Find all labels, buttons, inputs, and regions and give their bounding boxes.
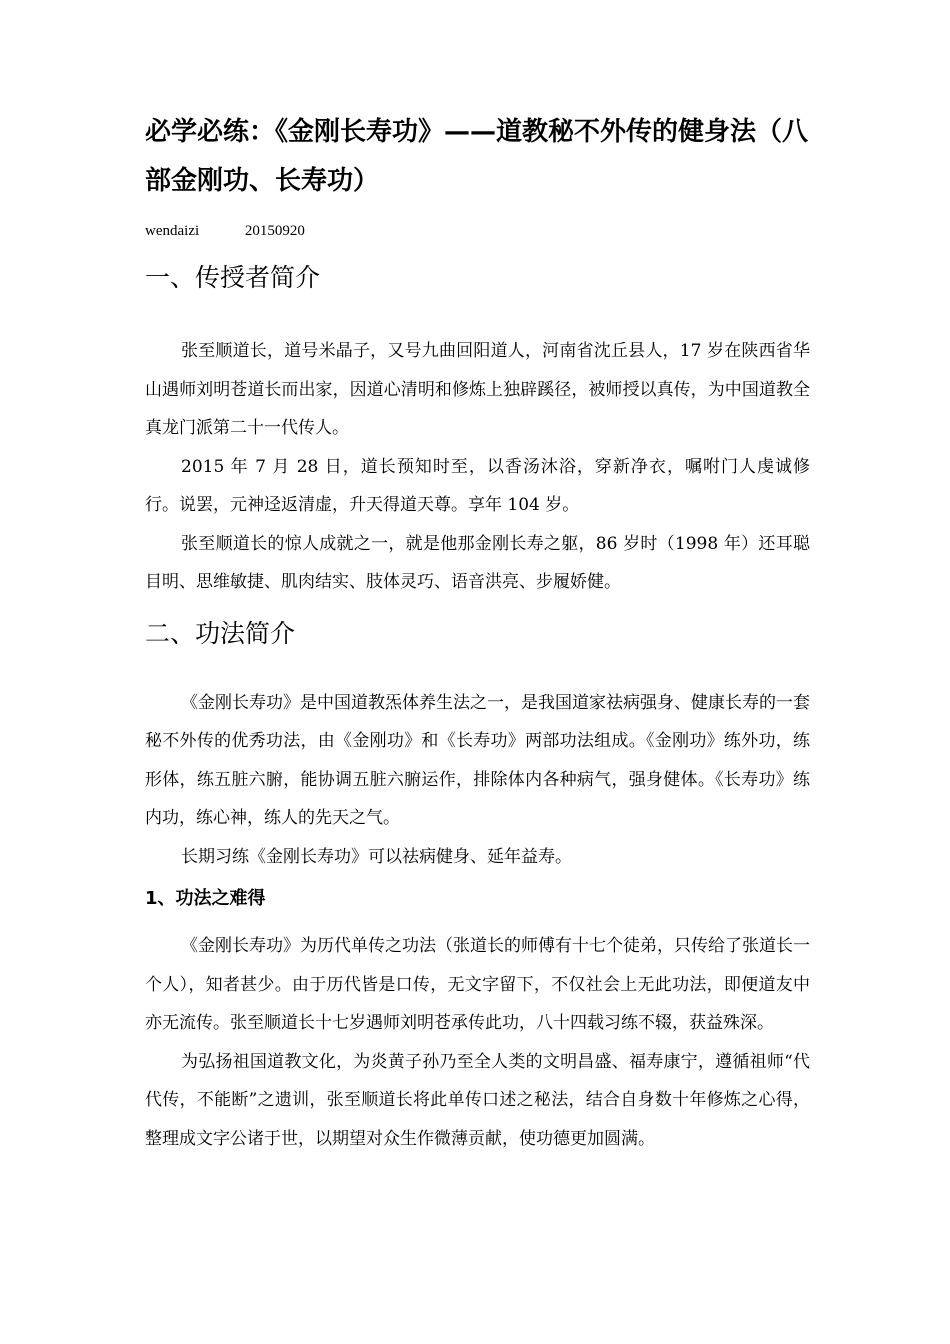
paragraph: 长期习练《金刚长寿功》可以祛病健身、延年益寿。	[181, 846, 572, 867]
paragraph: 张至顺道长的惊人成就之一，就是他那金刚长寿之躯，86 岁时（1998 年）还耳聪目明、思维敏捷、肌肉结实、肢体灵巧、语音洪亮、步履娇健。	[145, 533, 810, 592]
document-page	[145, 108, 810, 1158]
document-title: 必学必练：《金刚长寿功》——道教秘不外传的健身法（八部金刚功、长寿功）	[145, 117, 809, 196]
paragraph: 2015 年 7 月 28 日，道长预知时至，以香汤沐浴，穿新净衣，嘱咐门人虔诚修行。说罢，元神迳返清虚，升天得道天尊。享年 104 岁。	[145, 456, 810, 515]
section-heading-method: 二、功法简介	[145, 618, 296, 648]
subsection-heading: 1、功法之难得	[145, 888, 266, 909]
author-name: wendaizi	[145, 223, 200, 239]
section-heading-introduction: 一、传授者简介	[145, 263, 321, 292]
paragraph: 《金刚长寿功》为历代单传之功法（张道长的师傅有十七个徒弟，只传给了张道长一个人），知者甚少。由于历代皆是口传，无文字留下，不仅社会上无此功法，即便道友中亦无流传。张至顺道长十七岁遇师刘明苍承传此功，八十四载习练不辍，获益殊深。	[145, 936, 810, 1033]
paragraph: 为弘扬祖国道教文化，为炎黄子孙乃至全人类的文明昌盛、福寿康宁，遵循祖师“代代传，不能断”之遗训，张至顺道长将此单传口述之秘法，结合自身数十年修炼之心得，整理成文字公诸于世，以期望对众生作微薄贡献，使功德更加圆满。	[145, 1051, 810, 1149]
byline	[145, 220, 810, 242]
paragraph: 《金刚长寿功》是中国道教炁体养生法之一，是我国道家祛病强身、健康长寿的一套秘不外传的优秀功法，由《金刚功》和《长寿功》两部功法组成。《金刚功》练外功，练形体，练五脏六腑，能协调五脏六腑运作，排除体内各种病气，强身健体。《长寿功》练内功，练心神，练人的先天之气。	[145, 692, 810, 828]
publish-date: 20150920	[244, 223, 305, 239]
paragraph: 张至顺道长，道号米晶子，又号九曲回阳道人，河南省沈丘县人，17 岁在陕西省华山遇师刘明苍道长而出家，因道心清明和修炼上独辟蹊径，被师授以真传，为中国道教全真龙门派第二十一代传人。	[145, 341, 810, 438]
